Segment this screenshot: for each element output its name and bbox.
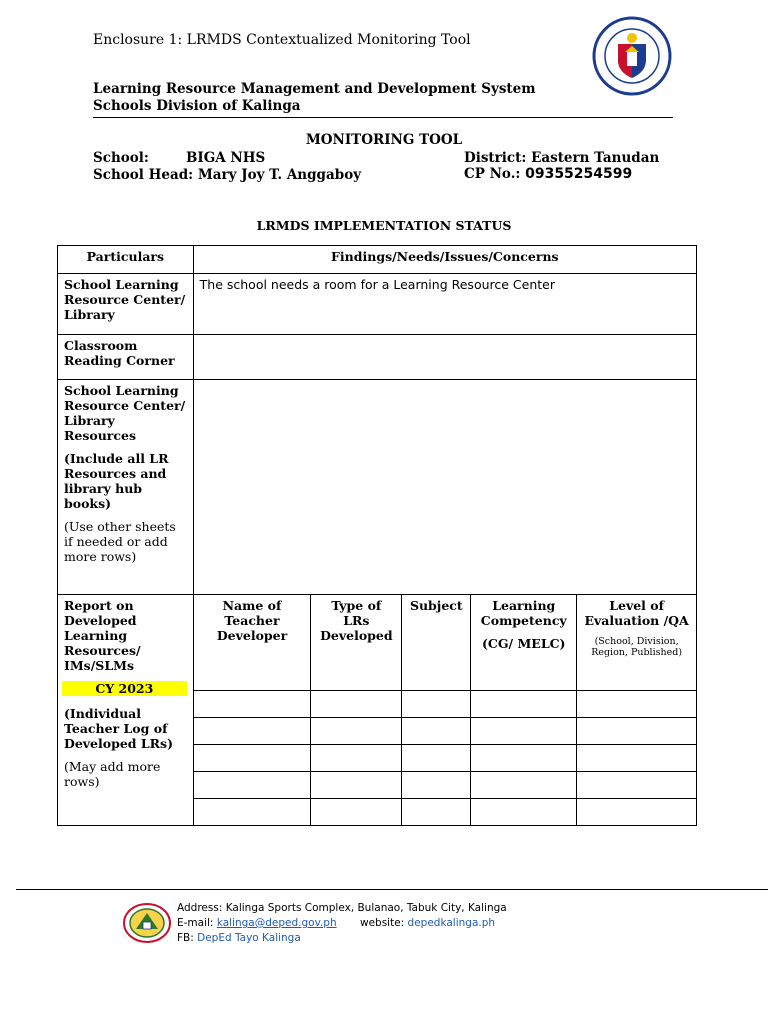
competency-header-cell (471, 595, 577, 691)
empty-cell[interactable] (402, 799, 471, 826)
website-link[interactable]: depedkalinga.ph (407, 917, 496, 929)
empty-cell[interactable] (402, 718, 471, 745)
document-title: MONITORING TOOL (305, 132, 463, 148)
empty-cell[interactable] (402, 772, 471, 799)
lr-type-header: Type of LRs Developed (311, 595, 402, 691)
fb-link[interactable]: DepEd Tayo Kalinga (197, 932, 301, 944)
empty-cell[interactable] (577, 772, 697, 799)
cp-value: 09355254599 (525, 166, 633, 182)
report-label: Report on Developed Learning Resources/ IMs/SLMs (64, 598, 141, 673)
empty-cell[interactable] (577, 691, 697, 718)
footer-email-line (177, 916, 507, 931)
district-label: District: (464, 150, 527, 166)
finding-cell[interactable]: The school needs a room for a Learning Resource Center (193, 274, 696, 335)
table-row (58, 380, 697, 595)
sdo-kalinga-logo-icon (122, 902, 172, 944)
finding-cell[interactable] (193, 380, 696, 595)
particulars-header: Particulars (58, 246, 194, 274)
fb-label: FB: (177, 932, 194, 944)
cp-field (464, 166, 632, 182)
footer-contact (177, 901, 507, 946)
table-row (58, 274, 697, 335)
empty-cell[interactable] (471, 718, 577, 745)
school-head-value: Mary Joy T. Anggaboy (197, 167, 362, 183)
report-label-cell (58, 595, 194, 826)
school-value: BIGA NHS (186, 150, 266, 166)
footer-fb-line (177, 931, 507, 946)
report-note: (Individual Teacher Log of Developed LRs) (64, 706, 174, 751)
competency-header: Learning Competency (480, 598, 567, 628)
empty-cell[interactable] (577, 745, 697, 772)
empty-cell[interactable] (193, 772, 311, 799)
subject-header: Subject (402, 595, 471, 691)
enclosure-label: Enclosure 1: LRMDS Contextualized Monitoring Tool (93, 32, 471, 48)
teacher-developer-header: Name of Teacher Developer (193, 595, 311, 691)
row-label: Classroom Reading Corner (58, 335, 194, 380)
table-title: LRMDS IMPLEMENTATION STATUS (256, 218, 512, 233)
cp-label: CP No.: (464, 166, 521, 182)
evaluation-header-cell (577, 595, 697, 691)
school-head-field (93, 167, 361, 183)
report-note: (May add more rows) (64, 759, 161, 789)
table-row (58, 335, 697, 380)
empty-cell[interactable] (311, 745, 402, 772)
district-field (464, 150, 659, 166)
competency-sub: (CG/ MELC) (482, 636, 566, 651)
evaluation-header: Level of Evaluation /QA (584, 598, 689, 628)
footer-address: Address: Kalinga Sports Complex, Bulanao, Tabuk City, Kalinga (177, 902, 507, 914)
row-note: (Include all LR Resources and library hub books) (64, 451, 169, 511)
empty-cell[interactable] (471, 691, 577, 718)
empty-cell[interactable] (402, 691, 471, 718)
empty-cell[interactable] (577, 799, 697, 826)
empty-cell[interactable] (193, 718, 311, 745)
empty-cell[interactable] (311, 772, 402, 799)
empty-cell[interactable] (471, 799, 577, 826)
empty-cell[interactable] (402, 745, 471, 772)
empty-cell[interactable] (311, 691, 402, 718)
implementation-status-table (57, 245, 697, 826)
cy-badge: CY 2023 (62, 681, 187, 696)
empty-cell[interactable] (311, 799, 402, 826)
table-header-row (58, 246, 697, 274)
empty-cell[interactable] (193, 745, 311, 772)
deped-seal-icon (592, 16, 672, 96)
findings-header: Findings/Needs/Issues/Concerns (193, 246, 696, 274)
empty-cell[interactable] (577, 718, 697, 745)
district-value: Eastern Tanudan (531, 150, 660, 166)
row-label: School Learning Resource Center/ Library (58, 274, 194, 335)
footer-divider (16, 889, 768, 890)
email-link[interactable]: kalinga@deped.gov.ph (216, 917, 337, 929)
finding-cell[interactable] (193, 335, 696, 380)
org-name: Learning Resource Management and Development System (93, 81, 536, 97)
row-note: (Use other sheets if needed or add more rows) (64, 519, 176, 564)
report-header-row (58, 595, 697, 691)
empty-cell[interactable] (193, 691, 311, 718)
division-name: Schools Division of Kalinga (93, 98, 301, 114)
empty-cell[interactable] (471, 745, 577, 772)
school-label: School: (93, 150, 149, 166)
school-head-label: School Head: (93, 167, 194, 183)
header-divider (93, 117, 673, 118)
email-label: E-mail: (177, 917, 214, 929)
empty-cell[interactable] (471, 772, 577, 799)
empty-cell[interactable] (193, 799, 311, 826)
evaluation-sub: (School, Division, Region, Published) (591, 636, 683, 658)
row-label: School Learning Resource Center/ Library Resources (64, 383, 186, 443)
website-label: website: (359, 917, 405, 929)
empty-cell[interactable] (311, 718, 402, 745)
row-label-cell (58, 380, 194, 595)
